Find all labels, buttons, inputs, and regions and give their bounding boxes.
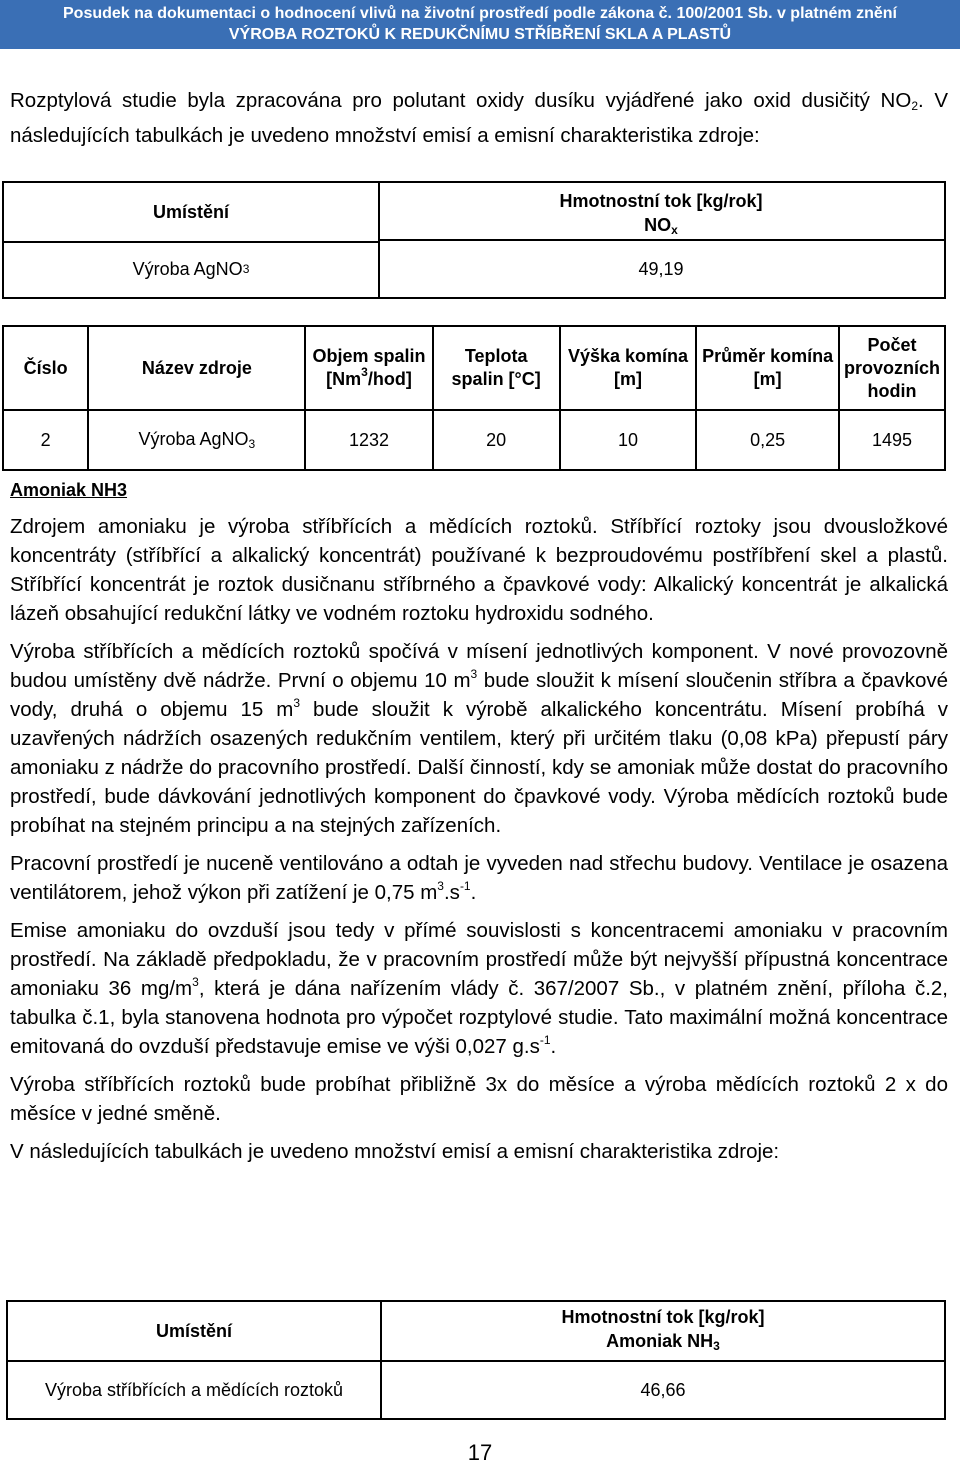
col-number: Číslo (3, 326, 88, 410)
cell-hours: 1495 (839, 410, 945, 470)
body-text (10, 512, 948, 1175)
section-heading-amoniak: Amoniak NH3 (10, 480, 128, 500)
page-number: 17 (467, 1440, 493, 1465)
intro-paragraph: Rozptylová studie byla zpracována pro polutant oxidy dusíku vyjádřené jako oxid dusičitý $NO_2$. V následujících tabulkách je uvedeno množství emisí a emisní charakteristika zdroje: (10, 89, 948, 147)
table-header-row (7, 1301, 945, 1361)
paragraph-3: Pracovní prostředí je nuceně ventilováno a odtah je vyveden nad střechu budovy. Ventilace je osazena ventilátorem, jehož výkon při zatížení je 0,75 $m^3.s^{-1}$. (10, 852, 948, 904)
cell-name: Výroba AgNO$_3$ (88, 410, 305, 470)
emission-table-nox (2, 181, 946, 299)
col-volume: Objem spalin [Nm$^3$/hod] (305, 326, 432, 410)
source-characteristics-table (2, 325, 946, 471)
paragraph-1: Zdrojem amoniaku je výroba stříbřících a mědících roztoků. Stříbřící roztoky jsou dvousložkové koncentráty (stříbřící a alkalický koncentrát) používané k bezproudovému postříbření skel a plastů. Stříbřící koncentrát je roztok dusičnanu stříbrného a čpavkové vody: Alkalický koncentrát je alkalická lázeň obsahující redukční látky ve vodném roztoku hydroxidu sodného. (10, 515, 948, 625)
col-flow: Hmotnostní tok [kg/rok] $NO_x$ (378, 183, 944, 241)
row-location: Výroba AgNO 3 (4, 241, 380, 297)
table-header-row (3, 326, 945, 410)
col-hours: Počet provozních hodin (839, 326, 945, 410)
header-subtitle: VÝROBA ROZTOKŮ K REDUKČNÍMU STŘÍBŘENÍ SKLA A PLASTŮ (228, 26, 732, 43)
emission-table-nh3 (6, 1300, 946, 1420)
cell-number: 2 (3, 410, 88, 470)
cell-volume: 1232 (305, 410, 432, 470)
col-temp: Teplota spalin [°C] (433, 326, 560, 410)
col-height: Výška komína [m] (560, 326, 697, 410)
page-header (0, 0, 960, 49)
col-location: Umístění (7, 1301, 381, 1361)
paragraph-4: Emise amoniaku do ovzduší jsou tedy v přímé souvislosti s koncentracemi amoniaku v pracovním prostředí. Na základě předpokladu, že v pracovním prostředí může být nejvyšší přípustná koncentrace amoniaku 36 $mg/m^3$, která je dána nařízením vlády č. 367/2007 Sb., v platném znění, příloha č.2, tabulka č.1, byla stanovena hodnota pro výpočet rozptylové studie. Tato maximální možná koncentrace emitovaná do ovzduší představuje emise ve výši 0,027 $g.s^{-1}$. (10, 919, 948, 1058)
col-name: Název zdroje (88, 326, 305, 410)
cell-height: 10 (560, 410, 697, 470)
col-location: Umístění (4, 183, 380, 243)
cell-diameter: 0,25 (696, 410, 839, 470)
cell-value: 46,66 (381, 1361, 945, 1419)
paragraph-2: Výroba stříbřících a mědících roztoků spočívá v mísení jednotlivých komponent. V nové provozovně budou umístěny dvě nádrže. První o objemu 10 $m^3$ bude sloužit k mísení sloučenin stříbra a čpavkové vody, druhá o objemu 15 $m^3$ bude sloužit k výrobě alkalického koncentrátu. Mísení probíhá v uzavřených nádržích osazených redukčním ventilem, který při určitém tlaku (0,08 kPa) přepustí páry amoniaku z nádrže do pracovního prostředí. Další činností, kdy se amoniak může dostat do pracovního prostředí, bude dávkování jednotlivých komponent do čpavkové vody. Výroba mědících roztoků bude probíhat na stejném principu a na stejných zařízeních. (10, 640, 948, 837)
table-row (3, 410, 945, 470)
table-row (7, 1361, 945, 1419)
cell-location: Výroba stříbřících a mědících roztoků (7, 1361, 381, 1419)
paragraph-5: Výroba stříbřících roztoků bude probíhat přibližně 3x do měsíce a výroba mědících roztoků 2 x do měsíce v jedné směně. (10, 1073, 948, 1125)
paragraph-6: V následujících tabulkách je uvedeno množství emisí a emisní charakteristika zdroje: (10, 1140, 780, 1163)
intro (10, 86, 948, 150)
col-diameter: Průměr komína [m] (696, 326, 839, 410)
col-flow: Hmotnostní tok [kg/rok] Amoniak $NH_3$ (381, 1301, 945, 1361)
cell-temp: 20 (433, 410, 560, 470)
row-value: 49,19 (638, 258, 684, 279)
header-title: Posudek na dokumentaci o hodnocení vlivů na životní prostředí podle zákona č. 100/2001 Sb. v platném znění (63, 5, 897, 22)
